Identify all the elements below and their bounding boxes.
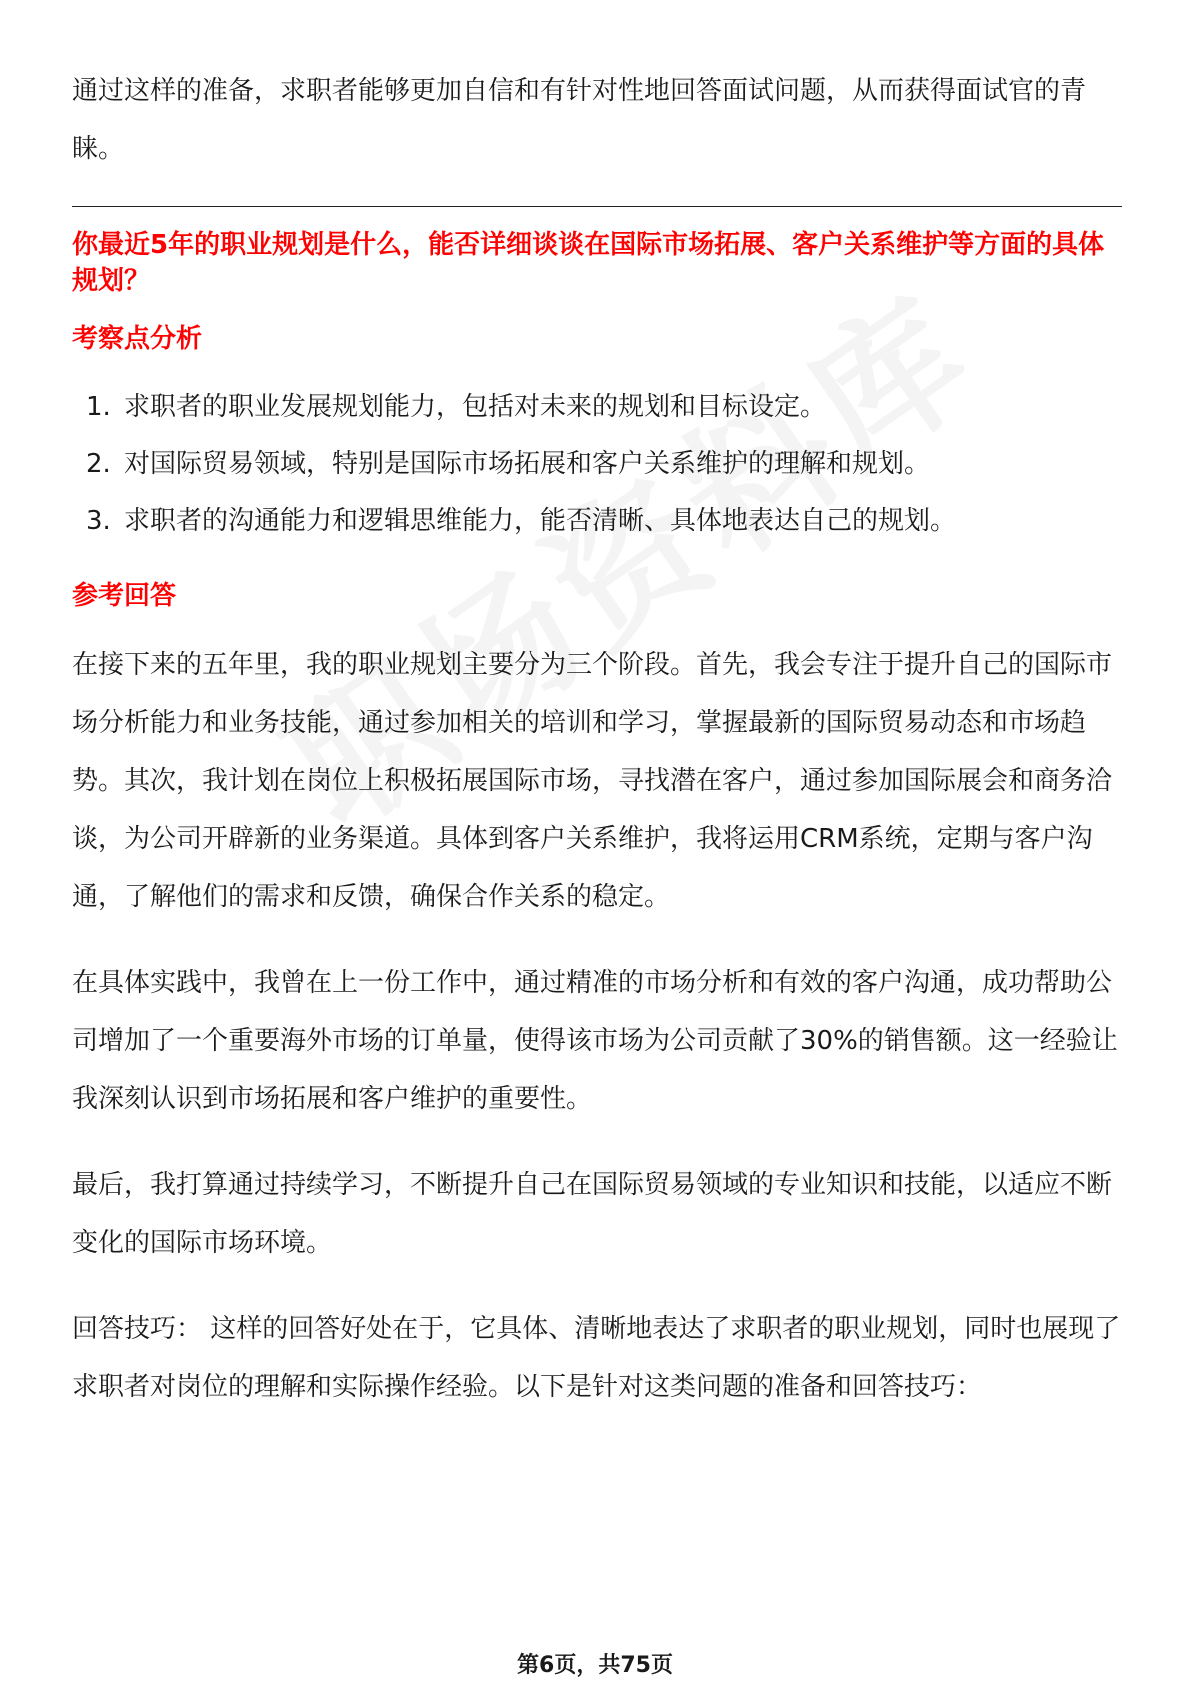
answer-paragraph-1: 在接下来的五年里，我的职业规划主要分为三个阶段。首先，我会专注于提升自己的国际市场分析能力和业务技能，通过参加相关的培训和学习，掌握最新的国际贸易动态和市场趋势。其次，我计划在岗位上积极拓展国际市场，寻找潜在客户，通过参加国际展会和商务洽谈，为公司开辟新的业务渠道。具体到客户关系维护，我将运用CRM系统，定期与客户沟通，了解他们的需求和反馈，确保合作关系的稳定。 [72, 650, 1113, 912]
answer-tips-paragraph: 回答技巧： 这样的回答好处在于，它具体、清晰地表达了求职者的职业规划，同时也展现了求职者对岗位的理解和实际操作经验。以下是针对这类问题的准备和回答技巧： [72, 1314, 1121, 1402]
answer-paragraph-3: 最后，我打算通过持续学习，不断提升自己在国际贸易领域的专业知识和技能，以适应不断变化的国际市场环境。 [72, 1170, 1113, 1258]
list-text: 对国际贸易领域，特别是国际市场拓展和客户关系维护的理解和规划。 [124, 449, 931, 479]
analysis-list [72, 379, 1122, 550]
list-item [72, 436, 1122, 493]
list-number: 1. [86, 392, 111, 422]
analysis-title: 考察点分析 [72, 324, 203, 354]
list-item [72, 379, 1122, 436]
answer-title: 参考回答 [72, 581, 177, 611]
list-number: 3. [86, 506, 111, 536]
list-text: 求职者的沟通能力和逻辑思维能力，能否清晰、具体地表达自己的规划。 [124, 506, 957, 536]
page-content [72, 62, 1122, 1416]
question-heading: 你最近5年的职业规划是什么，能否详细谈谈在国际市场拓展、客户关系维护等方面的具体规划？ [72, 230, 1105, 296]
answer-paragraph-2: 在具体实践中，我曾在上一份工作中，通过精准的市场分析和有效的客户沟通，成功帮助公司增加了一个重要海外市场的订单量，使得该市场为公司贡献了30%的销售额。这一经验让我深刻认识到市场拓展和客户维护的重要性。 [72, 968, 1118, 1114]
intro-paragraph: 通过这样的准备，求职者能够更加自信和有针对性地回答面试问题，从而获得面试官的青睐。 [72, 76, 1087, 164]
list-item [72, 493, 1122, 550]
list-number: 2. [86, 449, 111, 479]
section-divider [72, 206, 1122, 207]
page-number: 第6页，共75页 [517, 1653, 673, 1678]
list-text: 求职者的职业发展规划能力，包括对未来的规划和目标设定。 [124, 392, 827, 422]
